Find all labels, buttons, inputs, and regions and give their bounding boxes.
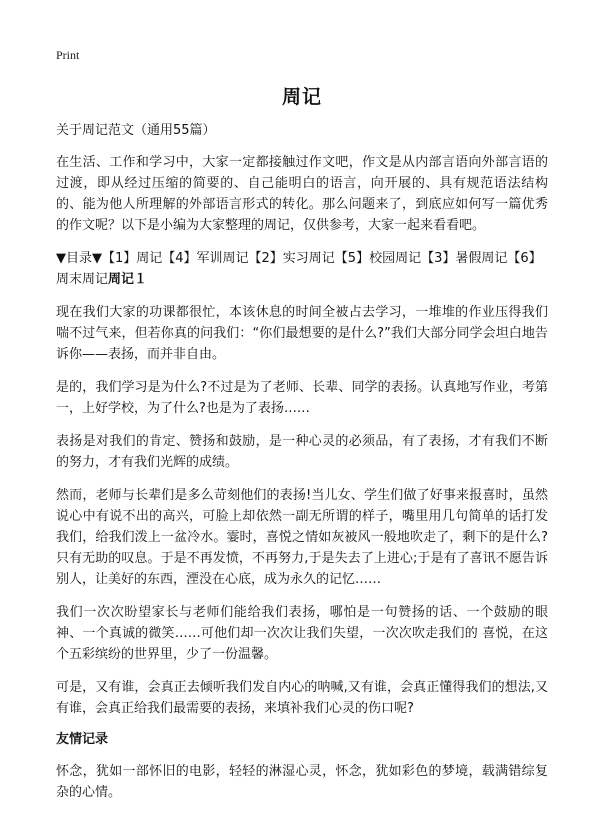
intro-paragraph: 在生活、工作和学习中，大家一定都接触过作文吧，作文是从内部言语向外部言语的过渡，即从经过压缩的简要的、自己能明白的语言，向开展的、具有规范语法结构的、能为他人所理解的外部语言形式的转化。那么问题来了，到底应如何写一篇优秀的作文呢？以下是小编为大家整理的周记，仅供参考，大家一起来看看吧。: [56, 155, 548, 233]
body-paragraph: 然而，老师与长辈们是多么苛刻他们的表扬!当儿女、学生们做了好事来报喜时，虽然说心中有说不出的高兴，可脸上却依然一副无所谓的样子，嘴里用几句简单的话打发我们，给我们泼上一盆冷水。霎时，喜悦之情如灰被风一般地吹走了，剩下的是什么?只有无助的叹息。于是不再发愤，不再努力,于是失去了上进心;于是有了喜讯不愿告诉别人，让美好的东西，湮没在心底，成为永久的记忆……: [56, 488, 548, 587]
table-of-contents: [56, 248, 548, 290]
page-title: 周记: [281, 86, 322, 108]
toc-links[interactable]: ▼目录▼【1】周记【4】军训周记【2】实习周记【5】校园周记【3】暑假周记【6】周末周记: [56, 251, 542, 287]
body-paragraph: 我们一次次盼望家长与老师们能给我们表扬，哪怕是一句赞扬的话、一个鼓励的眼神、一个真诚的微笑……可他们却一次次让我们失望，一次次吹走我们的 喜悦，在这个五彩缤纷的世界里，少了一份温馨。: [56, 605, 548, 662]
document-subtitle: 关于周记范文（通用55篇）: [56, 123, 216, 138]
body-paragraph: 可是，又有谁，会真正去倾听我们发自内心的呐喊,又有谁，会真正懂得我们的想法,又有谁，会真正给我们最需要的表扬，来填补我们心灵的伤口呢?: [56, 680, 548, 716]
body-paragraph: 是的，我们学习是为什么?不过是为了老师、长辈、同学的表扬。认真地写作业，考第一，上好学校，为了什么?也是为了表扬……: [56, 380, 548, 416]
body-paragraph: 表扬是对我们的肯定、赞扬和鼓励，是一种心灵的必须品，有了表扬，才有我们不断的努力，才有我们光辉的成绩。: [56, 434, 548, 470]
first-entry-heading: 周记１: [108, 272, 148, 287]
section-paragraph: 怀念，犹如一部怀旧的电影，轻轻的淋湿心灵，怀念，犹如彩色的梦境，载满错综复杂的心情。: [56, 764, 548, 800]
print-label: Print: [56, 48, 80, 62]
body-paragraph: 现在我们大家的功课都很忙，本该休息的时间全被占去学习，一堆堆的作业压得我们喘不过气来，但若你真的问我们：“你们最想要的是什么?”我们大部分同学会坦白地告诉你——表扬，而并非自由。: [56, 305, 548, 362]
section-heading-friendship: 友情记录: [56, 732, 109, 747]
